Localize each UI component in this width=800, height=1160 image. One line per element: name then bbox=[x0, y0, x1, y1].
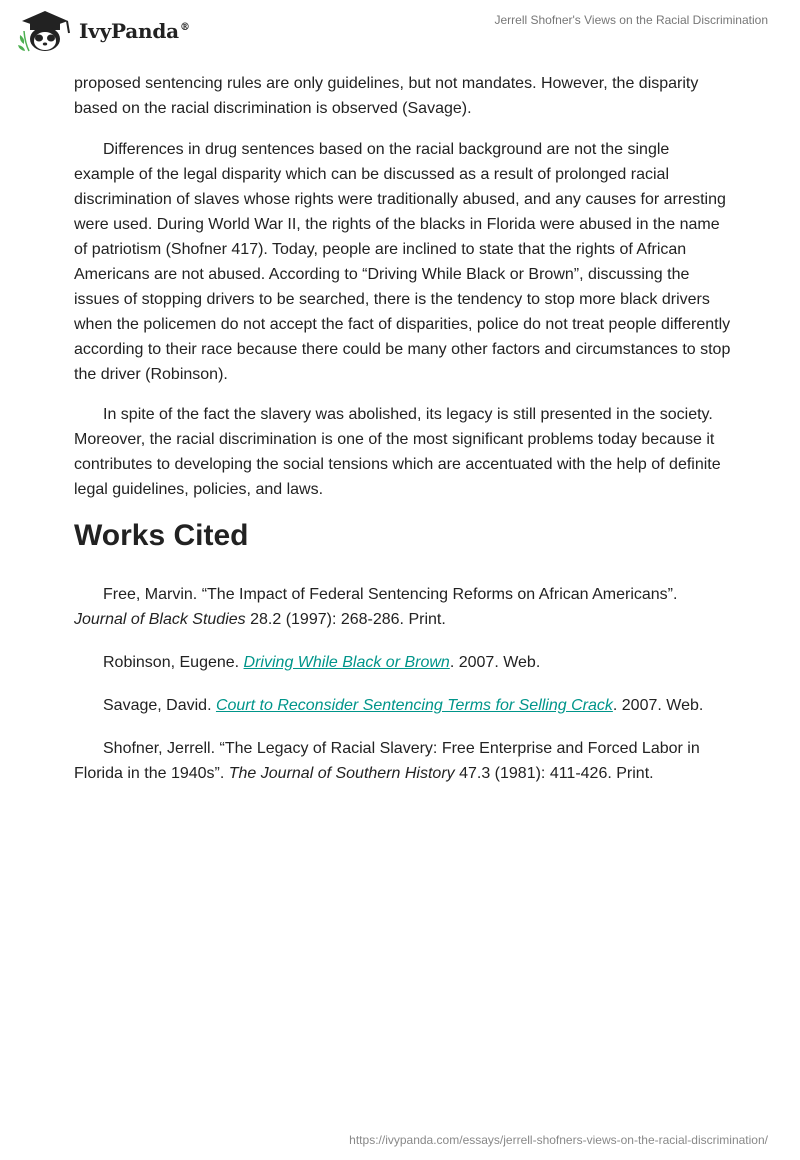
citation-item: Free, Marvin. “The Impact of Federal Sentencing Reforms on African Americans”. Journal of Black Studies 28.2 (1997): 268-286. Print. bbox=[74, 586, 678, 628]
brand-name: IvyPanda® bbox=[79, 19, 190, 43]
citation-link-court-to-reconsider[interactable]: Court to Reconsider Sentencing Terms for Selling Crack bbox=[215, 697, 613, 714]
body-paragraph: In spite of the fact the slavery was abolished, its legacy is still presented in the society. Moreover, the racial discrimination is one of the most significant problems today because it contributes to developing the social tensions which are accentuated with the help of definite legal guidelines, policies, and laws. bbox=[74, 406, 721, 498]
works-cited-heading: Works Cited bbox=[74, 519, 249, 552]
panda-logo-icon bbox=[14, 9, 76, 53]
source-url[interactable]: https://ivypanda.com/essays/jerrell-shofners-views-on-the-racial-discrimination/ bbox=[349, 1133, 768, 1147]
citation-item: Savage, David. Court to Reconsider Sentencing Terms for Selling Crack. 2007. Web. bbox=[103, 697, 704, 714]
body-paragraph: proposed sentencing rules are only guidelines, but not mandates. However, the disparity based on the racial discrimination is observed (Savage). bbox=[74, 75, 699, 117]
citation-link-driving-while-black[interactable]: Driving While Black or Brown bbox=[243, 654, 450, 671]
essay-content bbox=[74, 71, 734, 804]
body-paragraph: Differences in drug sentences based on the racial background are not the single example of the legal disparity which can be discussed as a result of prolonged racial discrimination of slaves whose rights were traditionally abused, and any causes for arresting were used. During World War II, the rights of the blacks in Florida were abused in the name of patriotism (Shofner 417). Today, people are inclined to state that the rights of African Americans are not abused. According to “Driving While Black or Brown”, discussing the issues of stopping drivers to be searched, there is the tendency to stop more black drivers when the policemen do not accept the fact of disparities, police do not treat people differently according to their race because there could be many other factors and circumstances to stop the driver (Robinson). bbox=[74, 141, 731, 383]
ivypanda-logo[interactable] bbox=[14, 9, 190, 53]
document-title: Jerrell Shofner's Views on the Racial Discrimination bbox=[494, 13, 768, 27]
works-cited-list bbox=[74, 582, 734, 786]
citation-item: Shofner, Jerrell. “The Legacy of Racial Slavery: Free Enterprise and Forced Labor in Florida in the 1940s”. The Journal of Southern History 47.3 (1981): 411-426. Print. bbox=[74, 740, 700, 782]
citation-item: Robinson, Eugene. Driving While Black or Brown. 2007. Web. bbox=[103, 654, 541, 671]
